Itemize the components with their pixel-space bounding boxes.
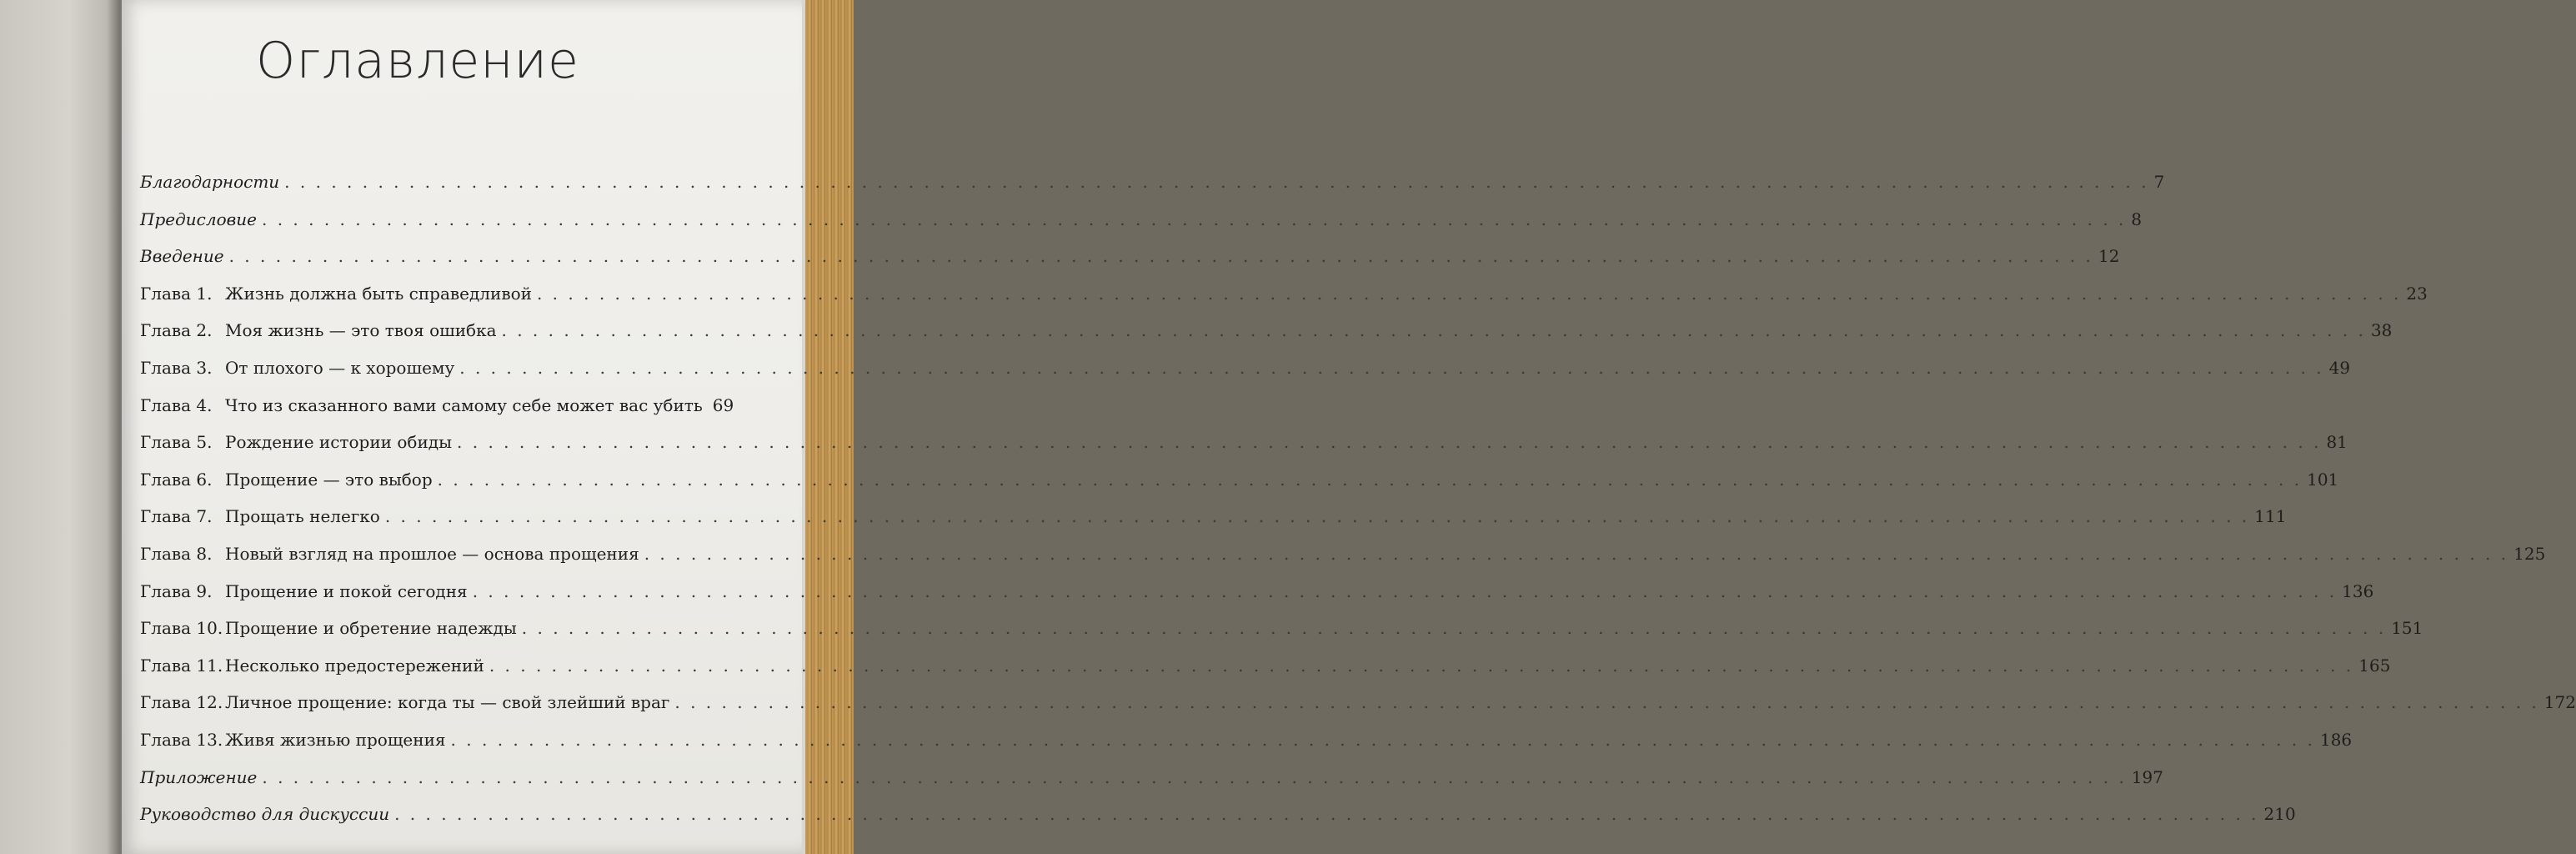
- toc-entry: [140, 535, 2546, 573]
- toc-dot-leader: . . . . . . . . . . . . . . . . . . . . . . . . . . . . . . . . . . . . . . . . . . . . . . . . . . . . . . . . . . . . . . . . . . . . . . . . . . . . . . . . . . . . . . . . . . . . . . . . . . . . . . . . . . . . . . . . . . . . . . . .: [457, 432, 2322, 453]
- toc-entry: [140, 684, 2576, 721]
- toc-page-number: 49: [2328, 357, 2351, 378]
- toc-entry: [140, 387, 734, 424]
- toc-entry: [140, 759, 2163, 796]
- toc-dot-leader: . . . . . . . . . . . . . . . . . . . . . . . . . . . . . . . . . . . . . . . . . . . . . . . . . . . . . . . . . . . . . . . . . . . . . . . . . . . . . . . . . . . . . . . . . . . . . . . . . . . . . . . . . . . . . . . . . . . . . . . .: [262, 766, 2127, 787]
- toc-chapter-number: Глава 4.: [140, 394, 213, 415]
- toc-entry-text: Приложение: [140, 766, 258, 787]
- toc-entry-title: [140, 201, 257, 239]
- toc-entry-title: [140, 647, 484, 685]
- toc-page-number: 197: [2131, 766, 2163, 787]
- toc-entry: [140, 275, 2428, 313]
- toc-entry-text: Рождение истории обиды: [225, 432, 453, 453]
- toc-chapter-number: Глава 11.: [140, 655, 223, 676]
- toc-page-number: 111: [2254, 506, 2287, 527]
- toc-entry-title: [140, 163, 279, 201]
- toc-entry-text: Новый взгляд на прошлое — основа прощения: [225, 543, 639, 564]
- toc-page-number: 8: [2131, 208, 2142, 229]
- toc-entry: [140, 573, 2374, 610]
- toc-dot-leader: . . . . . . . . . . . . . . . . . . . . . . . . . . . . . . . . . . . . . . . . . . . . . . . . . . . . . . . . . . . . . . . . . . . . . . . . . . . . . . . . . . . . . . . . . . . . . . . . . . . . . . . . . . . . . . . . . . . . . . . .: [501, 320, 2366, 341]
- toc-dot-leader: . . . . . . . . . . . . . . . . . . . . . . . . . . . . . . . . . . . . . . . . . . . . . . . . . . . . . . . . . . . . . . . . . . . . . . . . . . . . . . . . . . . . . . . . . . . . . . . . . . . . . . . . . . . . . . . . . . . . . . . .: [674, 692, 2539, 713]
- toc-entry-text: Прощение и обретение надежды: [225, 618, 517, 639]
- toc-entry-title: [140, 796, 389, 833]
- toc-chapter-number: Глава 10.: [140, 618, 223, 639]
- toc-entry: [140, 238, 2120, 275]
- toc-page-number: 38: [2370, 320, 2393, 341]
- toc-dot-leader: . . . . . . . . . . . . . . . . . . . . . . . . . . . . . . . . . . . . . . . . . . . . . . . . . . . . . . . . . . . . . . . . . . . . . . . . . . . . . . . . . . . . . . . . . . . . . . . . . . . . . . . . . . . . . . . . . . . . . . . .: [228, 246, 2094, 267]
- toc-entry-title: [140, 610, 517, 647]
- toc-page-number: 136: [2342, 580, 2374, 601]
- toc-chapter-number: Глава 6.: [140, 469, 213, 490]
- toc-dot-leader: . . . . . . . . . . . . . . . . . . . . . . . . . . . . . . . . . . . . . . . . . . . . . . . . . . . . . . . . . . . . . . . . . . . . . . . . . . . . . . . . . . . . . . . . . . . . . . . . . . . . . . . . . . . . . . . . . . . . . . . .: [450, 729, 2315, 750]
- toc-entry: [140, 610, 2423, 647]
- toc-dot-leader: . . . . . . . . . . . . . . . . . . . . . . . . . . . . . . . . . . . . . . . . . . . . . . . . . . . . . . . . . . . . . . . . . . . . . . . . . . . . . . . . . . . . . . . . . . . . . . . . . . . . . . . . . . . . . . . . . . . . . . . .: [489, 655, 2354, 676]
- toc-entry: [140, 424, 2348, 461]
- toc-entry-text: Жизнь должна быть справедливой: [225, 283, 532, 304]
- toc-chapter-number: Глава 8.: [140, 543, 213, 564]
- toc-entry: [140, 461, 2339, 499]
- toc-entry-title: [140, 312, 497, 349]
- toc-entry-title: [140, 461, 433, 499]
- toc-page-number: 151: [2391, 618, 2423, 639]
- toc-dot-leader: . . . . . . . . . . . . . . . . . . . . . . . . . . . . . . . . . . . . . . . . . . . . . . . . . . . . . . . . . . . . . . . . . . . . . . . . . . . . . . . . . . . . . . . . . . . . . . . . . . . . . . . . . . . . . . . . . . . . . . . .: [644, 543, 2509, 564]
- toc-entry: [140, 201, 2142, 239]
- toc-chapter-number: Глава 1.: [140, 283, 213, 304]
- toc-dot-leader: . . . . . . . . . . . . . . . . . . . . . . . . . . . . . . . . . . . . . . . . . . . . . . . . . . . . . . . . . . . . . . . . . . . . . . . . . . . . . . . . . . . . . . . . . . . . . . . . . . . . . . . . . . . . . . . . . . . . . . . .: [394, 804, 2259, 825]
- toc-entry-text: Несколько предостережений: [225, 655, 484, 676]
- toc-entry-text: Прощение — это выбор: [225, 469, 433, 490]
- toc-dot-leader: . . . . . . . . . . . . . . . . . . . . . . . . . . . . . . . . . . . . . . . . . . . . . . . . . . . . . . . . . . . . . . . . . . . . . . . . . . . . . . . . . . . . . . . . . . . . . . . . . . . . . . . . . . . . . . . . . . . . . . . .: [384, 506, 2250, 527]
- toc-entry-title: [140, 759, 257, 796]
- toc-page-number: 172: [2543, 692, 2576, 713]
- toc-page-number: 125: [2513, 543, 2546, 564]
- toc-page-number: 210: [2263, 804, 2296, 825]
- toc-entry-text: Предисловие: [140, 208, 257, 229]
- toc-entry-title: [140, 238, 224, 275]
- toc-chapter-number: Глава 12.: [140, 692, 223, 713]
- toc-page-number: 7: [2153, 172, 2165, 192]
- toc-dot-leader: . . . . . . . . . . . . . . . . . . . . . . . . . . . . . . . . . . . . . . . . . . . . . . . . . . . . . . . . . . . . . . . . . . . . . . . . . . . . . . . . . . . . . . . . . . . . . . . . . . . . . . . . . . . . . . . . . . . . . . . .: [284, 172, 2149, 192]
- toc-entry-title: [140, 535, 639, 573]
- toc-entry-text: Личное прощение: когда ты — свой злейший враг: [225, 692, 670, 713]
- toc-entry-title: [140, 573, 468, 610]
- toc-chapter-number: Глава 5.: [140, 432, 213, 453]
- table-of-contents: [140, 163, 2576, 833]
- toc-page-number: 12: [2098, 246, 2120, 267]
- toc-entry-text: Благодарности: [140, 172, 280, 192]
- toc-page-number: 69: [712, 394, 734, 415]
- toc-entry-text: Что из сказанного вами самому себе может вас убить: [225, 394, 703, 415]
- toc-dot-leader: . . . . . . . . . . . . . . . . . . . . . . . . . . . . . . . . . . . . . . . . . . . . . . . . . . . . . . . . . . . . . . . . . . . . . . . . . . . . . . . . . . . . . . . . . . . . . . . . . . . . . . . . . . . . . . . . . . . . . . . .: [459, 357, 2324, 378]
- toc-chapter-number: Глава 9.: [140, 580, 213, 601]
- toc-page-number: 81: [2326, 432, 2348, 453]
- toc-page-number: 101: [2307, 469, 2339, 490]
- toc-dot-leader: . . . . . . . . . . . . . . . . . . . . . . . . . . . . . . . . . . . . . . . . . . . . . . . . . . . . . . . . . . . . . . . . . . . . . . . . . . . . . . . . . . . . . . . . . . . . . . . . . . . . . . . . . . . . . . . . . . . . . . . .: [472, 580, 2338, 601]
- toc-dot-leader: . . . . . . . . . . . . . . . . . . . . . . . . . . . . . . . . . . . . . . . . . . . . . . . . . . . . . . . . . . . . . . . . . . . . . . . . . . . . . . . . . . . . . . . . . . . . . . . . . . . . . . . . . . . . . . . . . . . . . . . .: [521, 618, 2387, 639]
- toc-entry-text: Живя жизнью прощения: [225, 729, 446, 750]
- toc-page-number: 165: [2358, 655, 2391, 676]
- toc-chapter-number: Глава 7.: [140, 506, 213, 527]
- toc-chapter-number: Глава 2.: [140, 320, 213, 341]
- toc-dot-leader: . . . . . . . . . . . . . . . . . . . . . . . . . . . . . . . . . . . . . . . . . . . . . . . . . . . . . . . . . . . . . . . . . . . . . . . . . . . . . . . . . . . . . . . . . . . . . . . . . . . . . . . . . . . . . . . . . . . . . . . .: [536, 283, 2402, 304]
- toc-entry: [140, 796, 2296, 833]
- toc-entry-text: Моя жизнь — это твоя ошибка: [225, 320, 497, 341]
- toc-page-number: 186: [2319, 729, 2353, 750]
- toc-entry-title: [140, 387, 703, 424]
- toc-entry-text: Руководство для дискуссии: [140, 804, 390, 825]
- toc-entry-text: Прощать нелегко: [225, 506, 380, 527]
- toc-entry: [140, 163, 2165, 201]
- toc-entry-title: [140, 424, 452, 461]
- toc-chapter-number: Глава 13.: [140, 729, 223, 750]
- toc-entry-title: [140, 349, 454, 387]
- toc-dot-leader: . . . . . . . . . . . . . . . . . . . . . . . . . . . . . . . . . . . . . . . . . . . . . . . . . . . . . . . . . . . . . . . . . . . . . . . . . . . . . . . . . . . . . . . . . . . . . . . . . . . . . . . . . . . . . . . . . . . . . . . .: [437, 469, 2303, 490]
- toc-entry-text: Введение: [140, 246, 224, 267]
- toc-entry: [140, 312, 2393, 349]
- toc-entry: [140, 349, 2351, 387]
- toc-entry-title: [140, 275, 532, 313]
- toc-entry: [140, 721, 2353, 759]
- page-title: Оглавление: [256, 32, 579, 90]
- toc-entry-title: [140, 721, 446, 759]
- toc-entry: [140, 498, 2287, 535]
- toc-entry-title: [140, 684, 669, 721]
- toc-page-number: 23: [2406, 283, 2428, 304]
- toc-chapter-number: Глава 3.: [140, 357, 213, 378]
- toc-entry: [140, 647, 2391, 685]
- toc-entry-text: От плохого — к хорошему: [225, 357, 455, 378]
- toc-entry-title: [140, 498, 380, 535]
- toc-entry-text: Прощение и покой сегодня: [225, 580, 468, 601]
- toc-dot-leader: . . . . . . . . . . . . . . . . . . . . . . . . . . . . . . . . . . . . . . . . . . . . . . . . . . . . . . . . . . . . . . . . . . . . . . . . . . . . . . . . . . . . . . . . . . . . . . . . . . . . . . . . . . . . . . . . . . . . . . . .: [261, 208, 2127, 229]
